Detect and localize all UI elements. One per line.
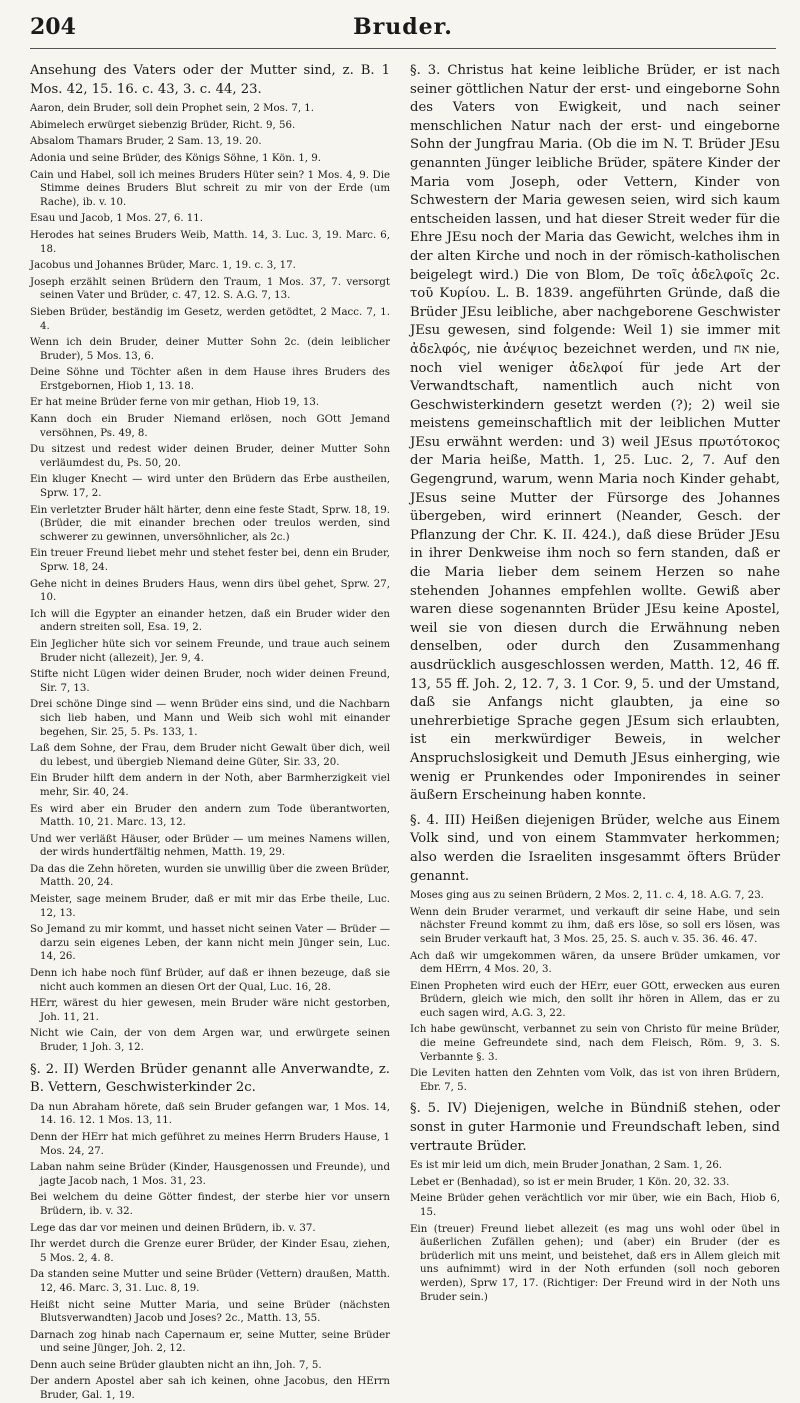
left-citation: Da das die Zehn höreten, wurden sie unwillig über die zween Brüder, Matth. 20, 24. [30,863,390,889]
right-citation: Ach daß wir umgekommen wären, da unsere Brüder umkamen, vor dem HErrn, 4 Mos. 20, 3. [410,950,780,976]
left-citation: Und wer verläßt Häuser, oder Brüder — um meines Namens willen, der wirds hundertfältig nehmen, Matth. 19, 29. [30,833,390,859]
left-citation: Gehe nicht in deines Bruders Haus, wenn dirs übel gehet, Sprw. 27, 10. [30,578,390,604]
right-citation: Es ist mir leid um dich, mein Bruder Jonathan, 2 Sam. 1, 26. [410,1160,723,1172]
left-section-paragraph: Ansehung des Vaters oder der Mutter sind, z. B. 1 Mos. 42, 15. 16. c. 43, 3. c. 44, 23. [30,63,390,97]
right-section-paragraph: §. 4. III) Heißen diejenigen Brüder, welche aus Einem Volk sind, und von einem Stammvater herkommen; also werden die Israeliten insgesammt öfters Brüder genannt. [410,812,780,884]
left-citation: Ein verletzter Bruder hält härter, denn eine feste Stadt, Sprw. 18, 19. (Brüder, die mit einander brechen oder treulos werden, sind schwerer zu gewinnen, unversöhnlicher, als 2c.) [30,504,390,543]
left-citation: Aaron, dein Bruder, soll dein Prophet sein, 2 Mos. 7, 1. [30,103,315,115]
left-citation: Ich will die Egypter an einander hetzen, daß ein Bruder wider den andern streiten soll, Esa. 19, 2. [30,608,390,634]
left-citation: Ein kluger Knecht — wird unter den Brüdern das Erbe austheilen, Sprw. 17, 2. [30,474,390,500]
left-citation: Ihr werdet durch die Grenze eurer Brüder, der Kinder Esau, ziehen, 5 Mos. 2, 4. 8. [30,1239,390,1264]
right-citation: Die Leviten hatten den Zehnten vom Volk, das ist von ihren Brüdern, Ebr. 7, 5. [410,1068,780,1093]
left-citation: Denn auch seine Brüder glaubten nicht an ihn, Joh. 7, 5. [30,1359,322,1371]
left-citation: Heißt nicht seine Mutter Maria, und seine Brüder (nächsten Blutsverwandten) Jacob und Joses? 2c., Matth. 13, 55. [30,1299,390,1325]
left-citation: Esau und Jacob, 1 Mos. 27, 6. 11. [30,213,204,225]
left-citation: Darnach zog hinab nach Capernaum er, seine Mutter, seine Brüder und seine Jünger, Joh. 2, 12. [30,1329,390,1355]
left-citation: Kann doch ein Bruder Niemand erlösen, noch GOtt Jemand versöhnen, Ps. 49, 8. [30,414,390,439]
left-citation: Es wird aber ein Bruder den andern zum Tode überantworten, Matth. 10, 21. Marc. 13, 12. [30,803,390,829]
right-citation: Ich habe gewünscht, verbannet zu sein von Christo für meine Brüder, die meine Gefreundete sind, nach dem Fleisch, Röm. 9, 3. S. Verbannte §. 3. [410,1024,780,1063]
left-citation: Meister, sage meinem Bruder, daß er mit mir das Erbe theile, Luc. 12, 13. [30,894,390,919]
left-citation: Absalom Thamars Bruder, 2 Sam. 13, 19. 20. [30,136,262,148]
left-citation: Lege das dar vor meinen und deinen Brüdern, ib. v. 37. [30,1222,316,1234]
right-citation: Lebet er (Benhadad), so ist er mein Bruder, 1 Kön. 20, 32. 33. [410,1176,730,1188]
left-citation: Da nun Abraham hörete, daß sein Bruder gefangen war, 1 Mos. 14, 14. 16. 12. 1 Mos. 13, 11. [30,1101,390,1127]
left-column [30,62,390,1402]
left-citation: Deine Söhne und Töchter aßen in dem Hause ihres Bruders des Erstgebornen, Hiob 1, 13. 18. [30,367,390,392]
right-citation: Meine Brüder gehen verächtlich vor mir über, wie ein Bach, Hiob 6, 15. [410,1193,780,1218]
right-section-paragraph: §. 3. Christus hat keine leibliche Brüder, er ist nach seiner göttlichen Natur der erst- und eingeborne Sohn des Vaters von Ewigkeit, und nach seiner menschlichen Natur nach der erst- und eingeborne Sohn der Jungfrau Maria. (Ob die im N. T. Brüder JEsu genannten Jünger leibliche Brüder, spätere Kinder der Maria vom Joseph, oder Vettern, Kinder von Schwestern der Maria gewesen seien, wird sich kaum entscheiden lassen, und hat dieser Streit weder für die Ehre JEsu noch der Maria das Gewicht, welches ihm in der alten Kirche und noch in der römisch-katholischen beigelegt wird.) Die von Blom, De τοῖς ἀδελφοῖς 2c. τοῦ Κυρίου. L. B. 1839. angeführten Gründe, daß die Brüder JEsu leibliche, aber nachgeborene Geschwister JEsu gewesen, sind folgende: Weil 1) sie immer mit ἀδελφός, nie ἀνέψιος bezeichnet werden, und אח nie, noch viel weniger ἀδελφοί für jede Art der Verwandtschaft, namentlich auch nicht von Geschwisterkindern gesetzt werden (?); 2) weil sie meistens gemeinschaftlich mit der leiblichen Mutter JEsu erwähnt werden: und 3) weil JEsus πρωτότοκος der Maria heiße, Matth. 1, 25. Luc. 2, 7. Auf den Gegengrund, warum, wenn Maria noch Kinder gehabt, JEsus seine Mutter der Fürsorge des Johannes übergeben, wird erinnert (Neander, Gesch. der Pflanzung der Chr. K. II. 424.), daß diese Brüder JEsu in ihrer Denkweise ihm noch so fern standen, daß er die Maria lieber dem seinem Herzen so nahe stehenden Johannes empfehlen wollte. Gewiß aber waren diese sogenannten Brüder JEsu keine Apostel, weil sie von diesen durch die Erwähnung neben denselben, oder durch den Zusammenhang ausdrücklich ausgeschlossen werden, Matth. 12, 46 ff. 13, 55 ff. Joh. 2, 12. 7, 3. 1 Cor. 9, 5. und der Umstand, daß sie Anfangs nicht glaubten, ja eine so unehrerbietige Sprache gegen JEsum sich erlaubten, ist ein merkwürdiger Beweis, in welcher Anspruchslosigkeit und Demuth JEsus einherging, wie wenig er Prunkendes oder Imponirendes in seiner äußern Erscheinung haben konnte. [410,63,780,804]
left-citation: Ein Bruder hilft dem andern in der Noth, aber Barmherzigkeit viel mehr, Sir. 40, 24. [30,773,390,798]
left-citation: Denn ich habe noch fünf Brüder, auf daß er ihnen bezeuge, daß sie nicht auch kommen an diesen Ort der Qual, Luc. 16, 28. [30,968,390,993]
left-citation: Joseph erzählt seinen Brüdern den Traum, 1 Mos. 37, 7. versorgt seinen Vater und Brüder, c. 47, 12. S. A.G. 7, 13. [30,276,390,302]
right-column [410,62,780,1303]
left-citation: Du sitzest und redest wider deinen Bruder, deiner Mutter Sohn verläumdest du, Ps. 50, 20. [30,444,390,469]
left-citation: Der andern Apostel aber sah ich keinen, ohne Jacobus, den HErrn Bruder, Gal. 1, 19. [30,1376,390,1402]
left-citation: Ein treuer Freund liebet mehr und stehet fester bei, denn ein Bruder, Sprw. 18, 24. [30,548,390,573]
left-citation: Laß dem Sohne, der Frau, dem Bruder nicht Gewalt über dich, weil du lebest, und übergieb Niemand deine Güter, Sir. 33, 20. [30,743,390,768]
left-citation: Cain und Habel, soll ich meines Bruders Hüter sein? 1 Mos. 4, 9. Die Stimme deines Bruders Blut schreit zu mir von der Erde (um Rache), ib. v. 10. [30,169,390,208]
left-citation: Abimelech erwürget siebenzig Brüder, Richt. 9, 56. [30,119,296,131]
left-citation: Laban nahm seine Brüder (Kinder, Hausgenossen und Freunde), und jagte Jacob nach, 1 Mos. 31, 23. [30,1162,390,1187]
left-citation: Bei welchem du deine Götter findest, der sterbe hier vor unsern Brüdern, ib. v. 32. [30,1192,390,1217]
right-citation: Moses ging aus zu seinen Brüdern, 2 Mos. 2, 11. c. 4, 18. A.G. 7, 23. [410,890,764,902]
left-citation: Er hat meine Brüder ferne von mir gethan, Hiob 19, 13. [30,397,320,409]
left-citation: Jacobus und Johannes Brüder, Marc. 1, 19. c. 3, 17. [30,260,296,272]
left-citation: Wenn ich dein Bruder, deiner Mutter Sohn 2c. (dein leiblicher Bruder), 5 Mos. 13, 6. [30,337,390,362]
left-citation: Herodes hat seines Bruders Weib, Matth. 14, 3. Luc. 3, 19. Marc. 6, 18. [30,229,390,255]
left-citation: Sieben Brüder, beständig im Gesetz, werden getödtet, 2 Macc. 7, 1. 4. [30,306,390,332]
left-citation: Adonia und seine Brüder, des Königs Söhne, 1 Kön. 1, 9. [30,152,322,164]
right-citation: Einen Propheten wird euch der HErr, euer GOtt, erwecken aus euren Brüdern, gleich wie mich, den sollt ihr hören in Allem, das er zu euch sagen wird, A.G. 3, 22. [410,980,780,1019]
left-citation: Stifte nicht Lügen wider deinen Bruder, noch wider deinen Freund, Sir. 7, 13. [30,669,390,694]
page-header [30,14,776,50]
running-title: Bruder. [353,14,453,40]
page-number: 204 [30,14,76,40]
left-citation: Denn der HErr hat mich geführet zu meines Herrn Bruders Hause, 1 Mos. 24, 27. [30,1131,390,1157]
header-rule [30,48,776,49]
left-citation: So Jemand zu mir kommt, und hasset nicht seinen Vater — Brüder — darzu sein eigenes Leben, der kann nicht mein Jünger sein, Luc. 14, 26. [30,924,390,963]
left-citation: Da standen seine Mutter und seine Brüder (Vettern) draußen, Matth. 12, 46. Marc. 3, 31. Luc. 8, 19. [30,1269,390,1294]
left-citation: Ein Jeglicher hüte sich vor seinem Freunde, und traue auch seinem Bruder nicht (allezeit), Jer. 9, 4. [30,638,390,664]
left-section-paragraph: §. 2. II) Werden Brüder genannt alle Anverwandte, z. B. Vettern, Geschwisterkinder 2c. [30,1061,390,1096]
left-citation: Drei schöne Dinge sind — wenn Brüder eins sind, und die Nachbarn sich lieb haben, und Mann und Weib sich wohl mit einander begehen, Sir. 25, 5. Ps. 133, 1. [30,699,390,738]
right-citation: Ein (treuer) Freund liebet allezeit (es mag uns wohl oder übel in äußerlichen Zufällen gehen); und (aber) ein Bruder (der es brüderlich mit uns meint, und beistehet, daß ers in Allem gleich mit uns aufnimmt) wird in der Noth erfunden (soll noch geboren werden), Sprw 17, 17. (Richtiger: Der Freund wird in der Noth uns Bruder sein.) [410,1223,780,1303]
left-citation: Nicht wie Cain, der von dem Argen war, und erwürgete seinen Bruder, 1 Joh. 3, 12. [30,1028,390,1053]
left-citation: HErr, wärest du hier gewesen, mein Bruder wäre nicht gestorben, Joh. 11, 21. [30,998,390,1023]
right-section-paragraph: §. 5. IV) Diejenigen, welche in Bündniß stehen, oder sonst in guter Harmonie und Freundschaft leben, sind vertraute Brüder. [410,1101,780,1154]
right-citation: Wenn dein Bruder verarmet, und verkauft dir seine Habe, und sein nächster Freund kommt zu ihm, daß ers löse, so soll ers lösen, was sein Bruder verkauft hat, 3 Mos. 25, 25. S. auch v. 35. 36. 46. 47. [410,906,780,945]
